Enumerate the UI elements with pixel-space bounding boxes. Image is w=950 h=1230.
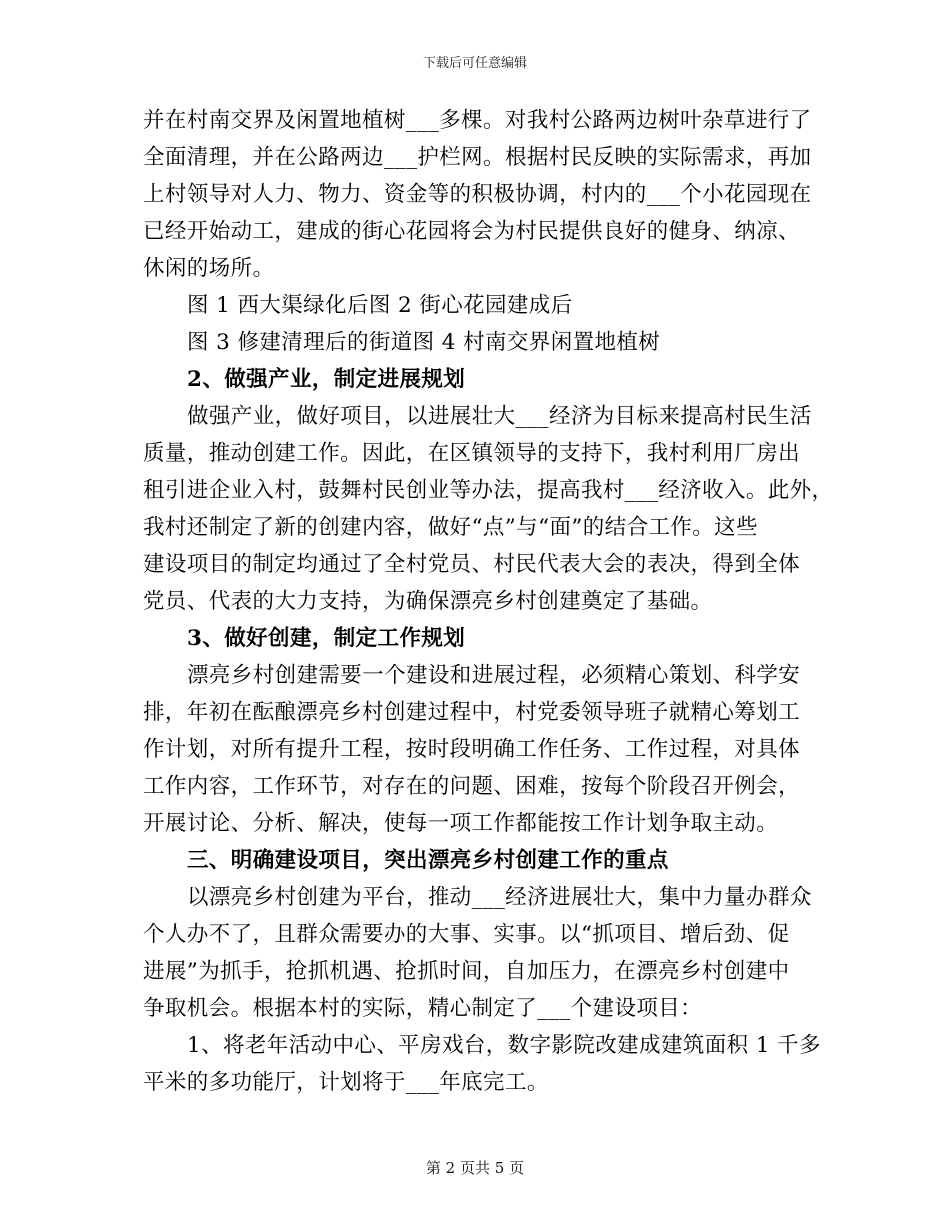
paragraph-line: 做强产业，做好项目，以进展壮大___经济为目标来提高村民生活 [187, 404, 812, 429]
paragraph-line: 质量，推动创建工作。因此，在区镇领导的支持下，我村利用厂房出 [143, 441, 801, 466]
paragraph-line: 并在村南交界及闲置地植树___多棵。对我村公路两边树叶杂草进行了 [143, 108, 812, 133]
paragraph-line: 全面清理，并在公路两边___护栏网。根据村民反映的实际需求，再加 [143, 145, 812, 170]
paragraph-line: 工作内容，工作环节，对存在的问题、困难，按每个阶段召开例会， [143, 774, 801, 799]
paragraph-line: 已经开始动工，建成的街心花园将会为村民提供良好的健身、纳凉、 [143, 219, 801, 244]
paragraph-line: 平米的多功能厅，计划将于___年底完工。 [143, 1070, 549, 1095]
paragraph-line: 建设项目的制定均通过了全村党员、村民代表大会的表决，得到全体 [143, 552, 801, 577]
page-footer: 第 2 页共 5 页 [425, 1159, 525, 1177]
paragraph-line: 党员、代表的大力支持，为确保漂亮乡村创建奠定了基础。 [143, 589, 713, 614]
paragraph-line: 租引进企业入村，鼓舞村民创业等办法，提高我村___经济收入。此外， [143, 478, 834, 503]
section-heading: 三、明确建设项目，突出漂亮乡村创建工作的重点 [187, 848, 669, 873]
paragraph-line: 进展”为抓手，抢抓机遇、抢抓时间，自加压力，在漂亮乡村创建中 [143, 959, 790, 984]
paragraph-line: 我村还制定了新的创建内容，做好“点”与“面”的结合工作。这些 [143, 515, 758, 540]
paragraph-line: 休闲的场所。 [143, 256, 275, 281]
document-body [143, 102, 834, 1101]
section-heading: 3、做好创建，制定工作规划 [187, 626, 466, 651]
figure-caption: 图 3 修建清理后的街道图 4 村南交界闲置地植树 [187, 330, 661, 355]
paragraph-line: 作计划，对所有提升工程，按时段明确工作任务、工作过程，对具体 [143, 737, 801, 762]
paragraph-line: 上村领导对人力、物力、资金等的积极协调，村内的___个小花园现在 [143, 182, 812, 207]
paragraph-line: 排，年初在酝酿漂亮乡村创建过程中，村党委领导班子就精心筹划工 [143, 700, 801, 725]
paragraph-line: 开展讨论、分析、解决，使每一项工作都能按工作计划争取主动。 [143, 811, 779, 836]
list-item: 1、将老年活动中心、平房戏台，数字影院改建成建筑面积 1 千多 [187, 1033, 821, 1058]
section-heading: 2、做强产业，制定进展规划 [187, 367, 466, 392]
paragraph-line: 以漂亮乡村创建为平台，推动___经济进展壮大，集中力量办群众 [187, 885, 812, 910]
paragraph-line: 个人办不了，且群众需要办的大事、实事。以“抓项目、增后劲、促 [143, 922, 790, 947]
paragraph-line: 争取机会。根据本村的实际，精心制定了___个建设项目： [143, 996, 703, 1021]
paragraph-line: 漂亮乡村创建需要一个建设和进展过程，必须精心策划、科学安 [187, 663, 801, 688]
figure-caption: 图 1 西大渠绿化后图 2 街心花园建成后 [187, 293, 573, 318]
page-header: 下载后可任意编辑 [422, 56, 527, 71]
